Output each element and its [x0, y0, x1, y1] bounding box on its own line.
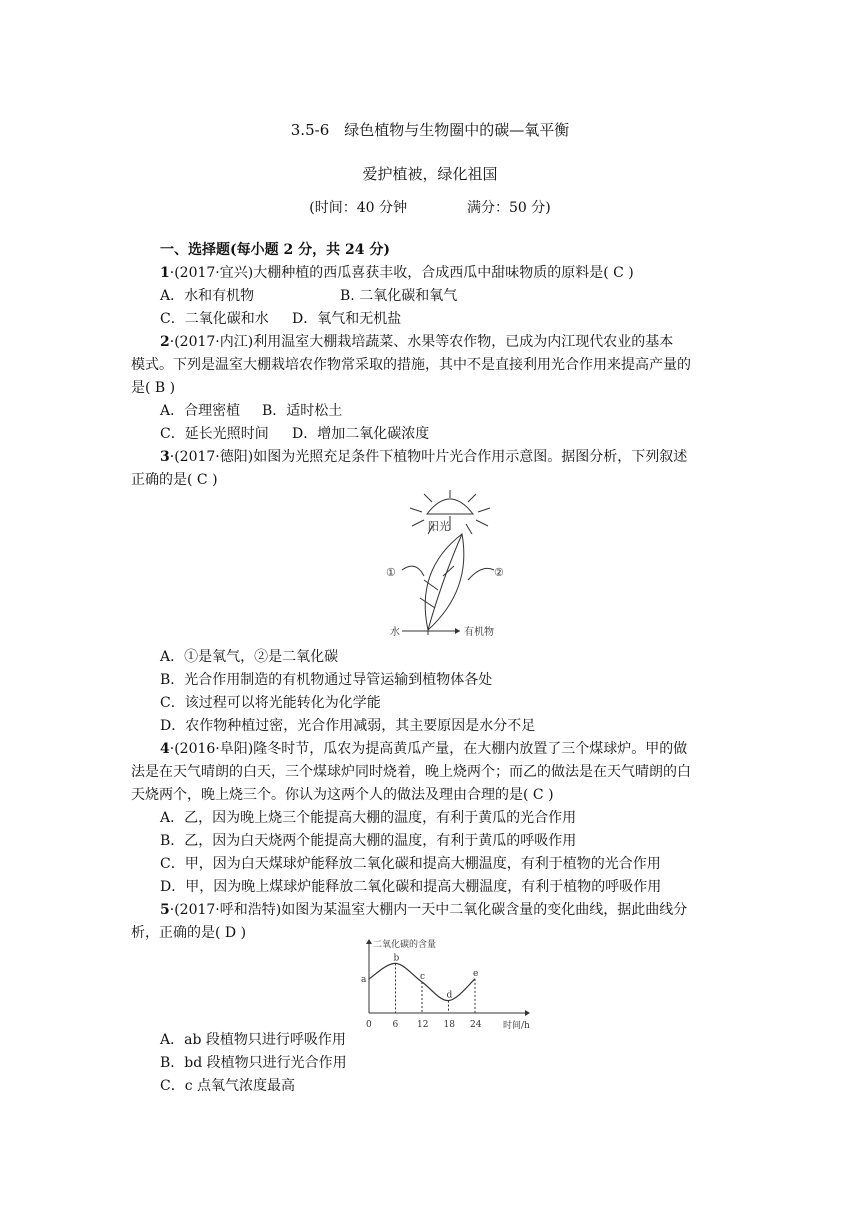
arrow-head: [455, 628, 460, 634]
q2-text-1: ·(2017·内江)利用温室大棚栽培蔬菜、水果等农作物，已成为内江现代农业的基本: [169, 334, 674, 350]
q1-option-a: A．水和有机物: [160, 288, 255, 304]
leaf-drawing: [420, 534, 464, 635]
q4-text-1: ·(2016·阜阳)隆冬时节，瓜农为提高黄瓜产量，在大棚内放置了三个煤球炉。甲的做: [169, 741, 688, 757]
x-tick-label: 6: [392, 1020, 399, 1030]
x-tick-label: 0: [366, 1020, 372, 1030]
sunlight-label: 阳光: [428, 520, 450, 533]
q2-option-c: C．延长光照时间: [160, 426, 269, 442]
q3-number: 3: [160, 449, 170, 465]
point-label-a: a: [361, 974, 367, 985]
q3-stem-line2: 正确的是( C ): [131, 472, 218, 488]
q5-text-1: ·(2017·呼和浩特)如图为某温室大棚内一天中二氧化碳含量的变化曲线，据此曲线分: [169, 902, 688, 918]
q2-stem-line3: 是( B ): [131, 380, 176, 396]
time-limit: (时间：40 分钟: [309, 200, 407, 216]
x-tick-label: 12: [417, 1020, 429, 1030]
organic-label: 有机物: [464, 627, 494, 638]
exam-meta: [0, 197, 860, 217]
q3-option-a: A．①是氧气，②是二氧化碳: [160, 649, 339, 665]
co2-curve-chart: [355, 935, 535, 1030]
point-label-e: e: [473, 968, 479, 979]
q5-option-a: A．ab 段植物只进行呼吸作用: [160, 1032, 346, 1048]
q4-stem-line2: 法是在天气晴朗的白天，三个煤球炉同时烧着，晚上烧两个；而乙的做法是在天气晴朗的白: [131, 764, 691, 780]
q3-option-d: D．农作物种植过密，光合作用减弱，其主要原因是水分不足: [160, 718, 536, 734]
y-axis-arrow: [366, 939, 372, 944]
q1-text: ·(2017·宜兴)大棚种植的西瓜喜获丰收，合成西瓜中甜味物质的原料是( C ): [169, 265, 634, 281]
q3-stem-line1: [160, 447, 687, 467]
circle-2-label: ②: [494, 566, 504, 579]
q2-option-b: B．适时松土: [262, 403, 343, 419]
q3-option-b: B．光合作用制造的有机物通过导管运输到植物体各处: [160, 672, 493, 688]
q1-stem: [160, 263, 634, 283]
arrow-1: [402, 566, 424, 576]
x-tick-label: 24: [470, 1020, 482, 1030]
q3-option-c: C．该过程可以将光能转化为化学能: [160, 695, 381, 711]
circle-1-label: ①: [386, 566, 396, 579]
q1-option-d: D．氧气和无机盐: [292, 311, 402, 327]
sun-icon: [410, 490, 490, 534]
water-label: 水: [390, 627, 400, 638]
arrow-2: [468, 568, 494, 580]
q2-stem-line2: 模式。下列是温室大棚栽培农作物常采取的措施，其中不是直接利用光合作用来提高产量的: [131, 357, 691, 373]
q5-stem-line1: [160, 900, 687, 920]
q5-stem-line2: 析，正确的是( D ): [131, 925, 247, 941]
full-score: 满分：50 分): [467, 200, 551, 216]
q2-option-d: D．增加二氧化碳浓度: [292, 426, 430, 442]
q4-option-a: A．乙，因为晚上烧三个能提高大棚的温度，有利于黄瓜的光合作用: [160, 810, 577, 826]
q2-option-a: A．合理密植: [160, 403, 241, 419]
x-tick-label: 18: [443, 1020, 455, 1030]
q2-number: 2: [160, 334, 170, 350]
q1-option-c: C．二氧化碳和水: [160, 311, 269, 327]
q1-option-b: B. 二氧化碳和氧气: [340, 288, 458, 304]
page-subtitle: 爱护植被，绿化祖国: [362, 165, 498, 183]
q4-number: 4: [160, 741, 170, 757]
page-title: 3.5-6 绿色植物与生物圈中的碳—氧平衡: [290, 121, 570, 139]
q5-option-c: C．c 点氧气浓度最高: [160, 1078, 296, 1094]
point-label-d: d: [446, 990, 453, 1001]
q4-option-c: C．甲，因为白天煤球炉能释放二氧化碳和提高大棚温度，有利于植物的光合作用: [160, 856, 661, 872]
q5-number: 5: [160, 902, 170, 918]
q4-stem-line3: 天烧两个，晚上烧三个。你认为这两个人的做法及理由合理的是( C ): [131, 787, 554, 803]
y-axis-label: 二氧化碳的含量: [373, 940, 437, 950]
point-label-c: c: [420, 972, 426, 982]
point-label-b: b: [393, 953, 400, 964]
q4-option-b: B．乙，因为白天烧两个能提高大棚的温度，有利于黄瓜的呼吸作用: [160, 833, 577, 849]
q3-text-1: ·(2017·德阳)如图为光照充足条件下植物叶片光合作用示意图。据图分析，下列叙述: [169, 449, 688, 465]
q4-stem-line1: [160, 739, 687, 759]
q2-stem-line1: [160, 332, 673, 352]
x-axis-arrow: [525, 1010, 530, 1016]
q1-number: 1: [160, 265, 170, 281]
photosynthesis-diagram: [380, 490, 520, 640]
q5-option-b: B．bd 段植物只进行光合作用: [160, 1055, 347, 1071]
section-heading: 一、选择题(每小题 2 分，共 24 分): [160, 242, 390, 258]
x-axis-label: 时间/h: [503, 1021, 530, 1030]
q4-option-d: D．甲，因为晚上煤球炉能释放二氧化碳和提高大棚温度，有利于植物的呼吸作用: [160, 879, 662, 895]
